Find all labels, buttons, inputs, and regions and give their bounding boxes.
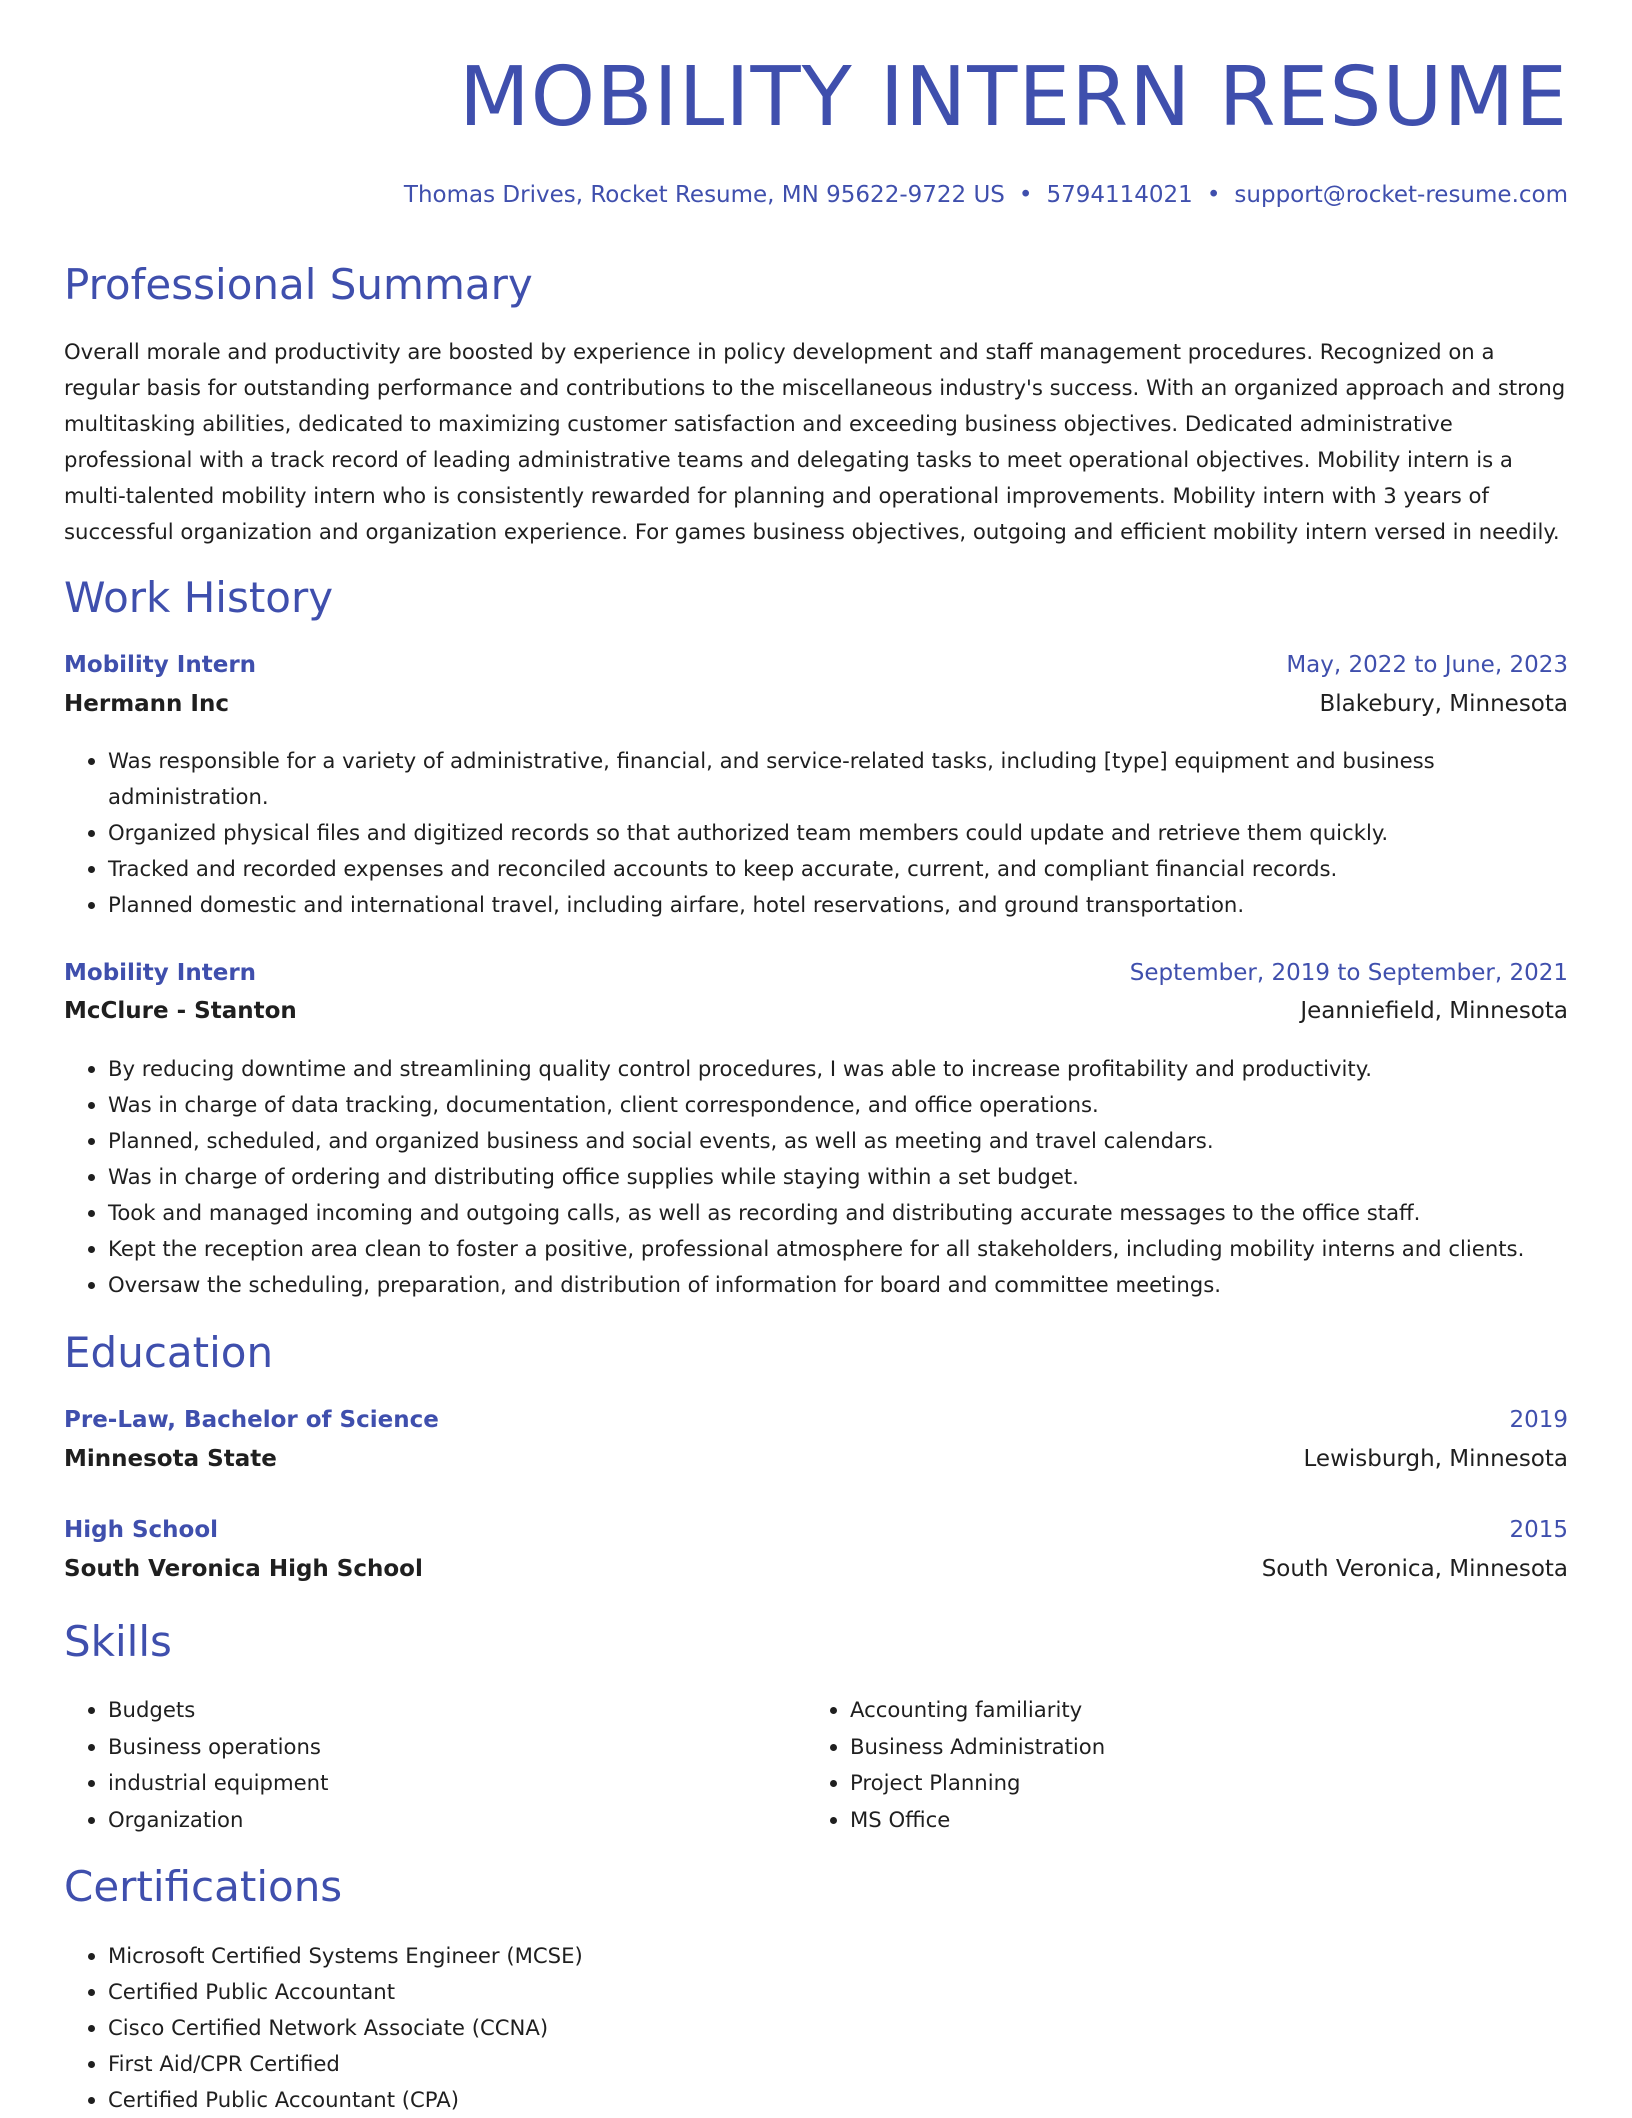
education-header: [64, 1407, 1568, 1443]
list-item: • MS Office: [850, 1802, 1105, 1839]
education-year: 2019: [1509, 1407, 1568, 1433]
list-item: • Business operations: [108, 1729, 328, 1766]
list-item: • Accounting familiarity: [850, 1692, 1105, 1729]
education-location: South Veronica, Minnesota: [1261, 1556, 1568, 1582]
section-heading-work: Work History: [64, 573, 334, 622]
list-item: • Kept the reception area clean to foster a positive, professional atmosphere for all stakeholders, including mobility interns and clients.: [108, 1231, 1568, 1267]
job-bullets: [64, 743, 1568, 923]
job-location: Jeanniefield, Minnesota: [1300, 998, 1568, 1024]
summary-text: Overall morale and productivity are boosted by experience in policy development and staff management procedures. Recognized on a regular basis for outstanding performance and contributions to the miscellaneous industry's success. With an organized approach and strong multitasking abilities, dedicated to maximizing customer satisfaction and exceeding business objectives. Dedicated administrative professional with a track record of leading administrative teams and delegating tasks to meet operational objectives. Mobility intern is a multi-talented mobility intern who is consistently rewarded for planning and operational improvements. Mobility intern with 3 years of successful organization and organization experience. For games business objectives, outgoing and efficient mobility intern versed in needily.: [64, 339, 1566, 544]
job-subheader: [64, 998, 1568, 1034]
education-header: [64, 1517, 1568, 1553]
education-location: Lewisburgh, Minnesota: [1303, 1446, 1568, 1472]
job-company: McClure - Stanton: [64, 998, 297, 1024]
job-bullets: [64, 1051, 1568, 1303]
list-item: • Oversaw the scheduling, preparation, and distribution of information for board and committee meetings.: [108, 1267, 1568, 1303]
list-item: • Cisco Certified Network Associate (CCNA): [108, 2010, 1568, 2046]
section-heading-certifications: Certifications: [64, 1862, 343, 1911]
list-item: • Business Administration: [850, 1729, 1105, 1766]
list-item: • industrial equipment: [108, 1765, 328, 1802]
job-title: Mobility Intern: [64, 652, 257, 678]
job-location: Blakebury, Minnesota: [1319, 691, 1568, 717]
list-item: • Certified Public Accountant: [108, 1974, 1568, 2010]
job-subheader: [64, 691, 1568, 727]
list-item: • By reducing downtime and streamlining quality control procedures, I was able to increase profitability and productivity.: [108, 1051, 1568, 1087]
list-item: • Microsoft Certified Systems Engineer (MCSE): [108, 1938, 1568, 1974]
list-item: • Was in charge of data tracking, documentation, client correspondence, and office operations.: [108, 1087, 1568, 1123]
job-dates: May, 2022 to June, 2023: [1286, 652, 1568, 678]
education-year: 2015: [1509, 1517, 1568, 1543]
list-item: • Certified Public Accountant (CPA): [108, 2082, 1568, 2118]
resume-title: MOBILITY INTERN RESUME: [458, 50, 1568, 145]
list-item: • Planned domestic and international travel, including airfare, hotel reservations, and ground transportation.: [108, 887, 1568, 923]
section-heading-education: Education: [64, 1328, 274, 1377]
job-dates: September, 2019 to September, 2021: [1129, 960, 1568, 986]
education-degree: Pre-Law, Bachelor of Science: [64, 1407, 439, 1433]
education-school: Minnesota State: [64, 1446, 277, 1472]
job-title: Mobility Intern: [64, 960, 257, 986]
skills-list-left: [64, 1692, 328, 1838]
job-header: [64, 960, 1568, 996]
list-item: • First Aid/CPR Certified: [108, 2046, 1568, 2082]
list-item: • Was responsible for a variety of administrative, financial, and service-related tasks, including [type] equipment and business administration.: [108, 743, 1568, 815]
list-item: • Budgets: [108, 1692, 328, 1729]
list-item: • Project Planning: [850, 1765, 1105, 1802]
contact-address: Thomas Drives, Rocket Resume, MN 95622-9722 US: [403, 182, 1005, 208]
separator-dot: •: [1206, 182, 1221, 208]
certifications-list: [64, 1938, 1568, 2118]
job-company: Hermann Inc: [64, 691, 229, 717]
section-heading-skills: Skills: [64, 1617, 172, 1666]
education-degree: High School: [64, 1517, 219, 1543]
list-item: • Organized physical files and digitized records so that authorized team members could update and retrieve them quickly.: [108, 815, 1568, 851]
list-item: • Tracked and recorded expenses and reconciled accounts to keep accurate, current, and compliant financial records.: [108, 851, 1568, 887]
job-header: [64, 652, 1568, 688]
education-school: South Veronica High School: [64, 1556, 423, 1582]
skills-list-right: [806, 1692, 1105, 1838]
list-item: • Organization: [108, 1802, 328, 1839]
separator-dot: •: [1018, 182, 1033, 208]
list-item: • Took and managed incoming and outgoing calls, as well as recording and distributing accurate messages to the office staff.: [108, 1195, 1568, 1231]
list-item: • Planned, scheduled, and organized business and social events, as well as meeting and travel calendars.: [108, 1123, 1568, 1159]
contact-email: support@rocket-resume.com: [1234, 182, 1568, 208]
contact-phone: 5794114021: [1046, 182, 1193, 208]
list-item: • Was in charge of ordering and distributing office supplies while staying within a set budget.: [108, 1159, 1568, 1195]
education-subheader: [64, 1556, 1568, 1592]
contact-line: [404, 182, 1568, 208]
section-heading-summary: Professional Summary: [64, 260, 533, 309]
education-subheader: [64, 1446, 1568, 1482]
